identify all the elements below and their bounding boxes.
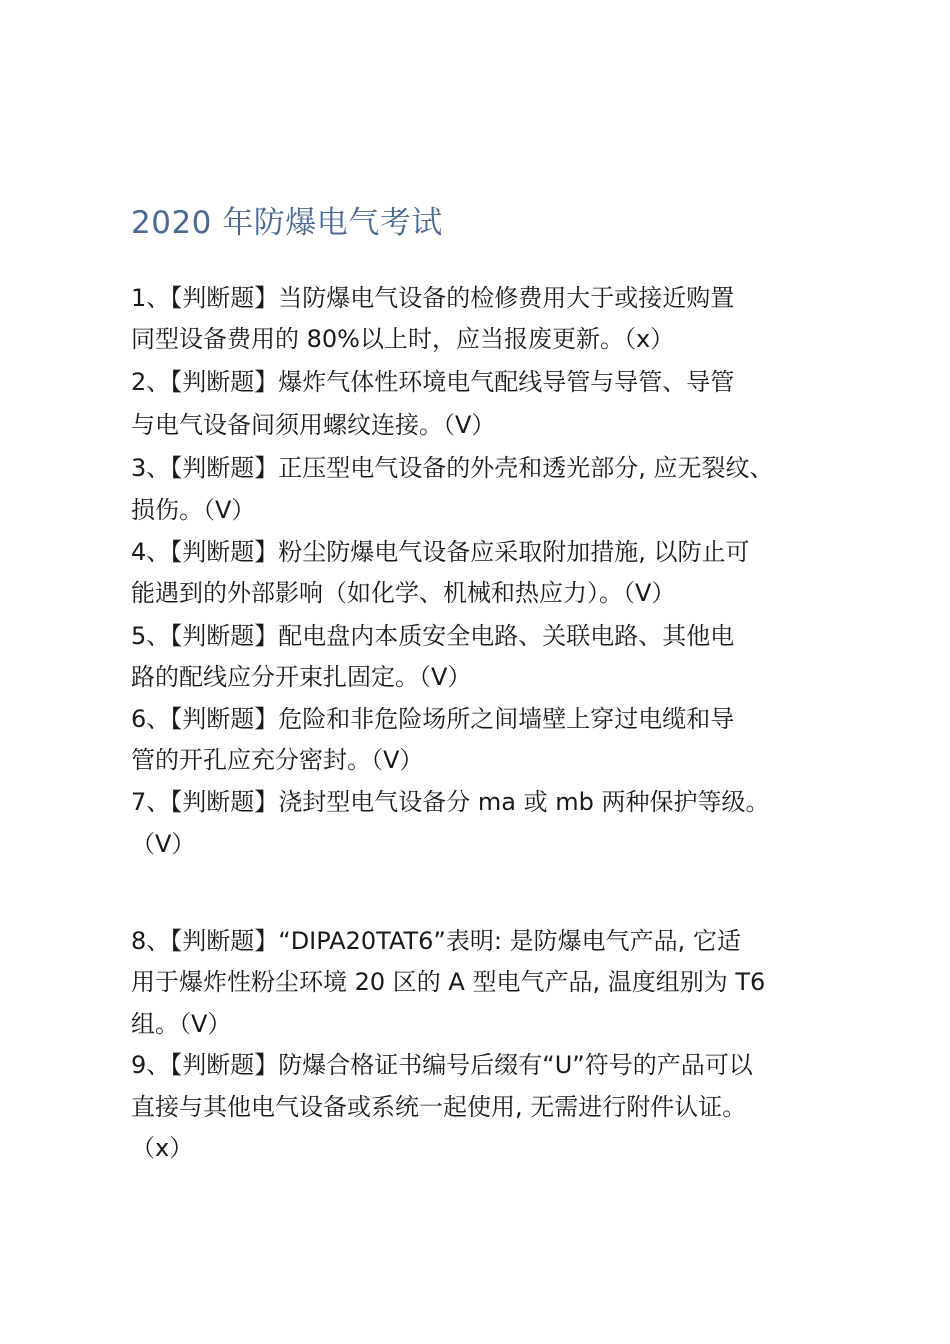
question-9-line-2: 直接与其他电气设备或系统一起使用, 无需进行附件认证。 <box>131 1093 747 1121</box>
question-8-line-2: 用于爆炸性粉尘环境 20 区的 A 型电气产品, 温度组别为 T6 <box>131 968 766 996</box>
document-title: 2020 年防爆电气考试 <box>131 205 443 241</box>
question-5-line-2: 路的配线应分开束扎固定。（V） <box>131 663 472 691</box>
question-1-line-2: 同型设备费用的 80%以上时，应当报废更新。（x） <box>131 325 675 353</box>
question-2-line-2: 与电气设备间须用螺纹连接。（V） <box>131 411 496 439</box>
question-3-line-2: 损伤。（V） <box>131 496 256 524</box>
question-9-line-3: （x） <box>131 1134 194 1162</box>
question-7-line-1: 7、【判断题】浇封型电气设备分 ma 或 mb 两种保护等级。 <box>131 788 770 816</box>
question-3-line-1: 3、【判断题】正压型电气设备的外壳和透光部分, 应无裂纹、 <box>131 454 774 482</box>
question-9-line-1: 9、【判断题】防爆合格证书编号后缀有“U”符号的产品可以 <box>131 1051 753 1079</box>
question-5-line-1: 5、【判断题】配电盘内本质安全电路、关联电路、其他电 <box>131 622 735 650</box>
question-8-line-1: 8、【判断题】“DIPA20TAT6”表明: 是防爆电气产品, 它适 <box>131 927 741 955</box>
question-2-line-1: 2、【判断题】爆炸气体性环境电气配线导管与导管、导管 <box>131 368 735 396</box>
question-6-line-1: 6、【判断题】危险和非危险场所之间墙壁上穿过电缆和导 <box>131 705 735 733</box>
question-1-line-1: 1、【判断题】当防爆电气设备的检修费用大于或接近购置 <box>131 284 735 312</box>
question-7-line-2: （V） <box>131 830 196 858</box>
question-8-line-3: 组。（V） <box>131 1010 232 1038</box>
question-4-line-1: 4、【判断题】粉尘防爆电气设备应采取附加措施, 以防止可 <box>131 538 750 566</box>
question-6-line-2: 管的开孔应充分密封。（V） <box>131 746 424 774</box>
question-4-line-2: 能遇到的外部影响（如化学、机械和热应力）。（V） <box>131 579 676 607</box>
